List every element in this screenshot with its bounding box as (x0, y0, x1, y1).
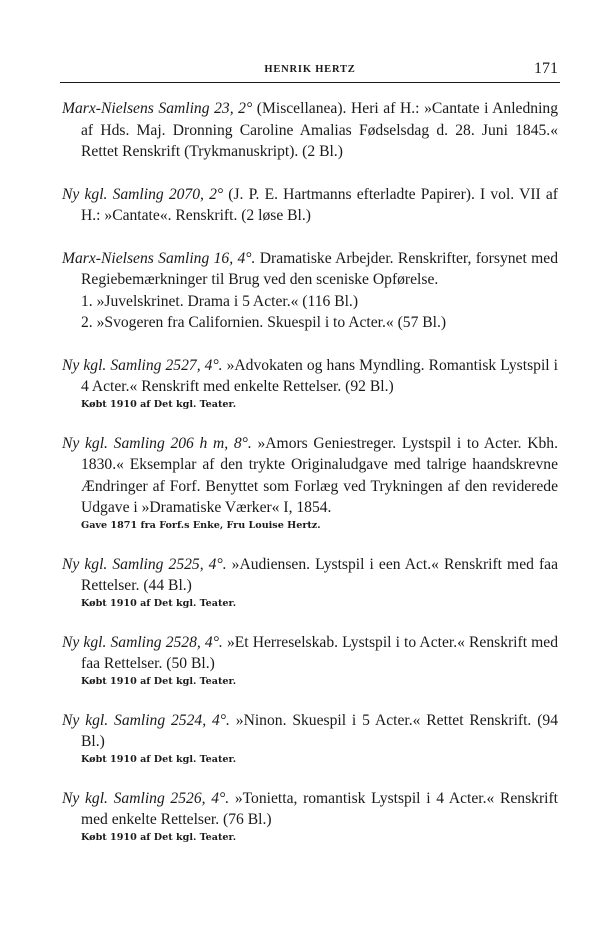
collection-reference: Marx-Nielsens Samling 16, 4°. (62, 249, 256, 267)
entry-description: »Amors Geniestreger. Lystspil i to Acter. Kbh. 1830.« Eksemplar af den trykte Originaludgave med talrige haandskrevne Ændringer af Forf. Benyttet som Forlæg ved Trykningen af den reviderede Udgave i »Dramatiske Værker« I, 1854. (81, 434, 558, 516)
collection-reference: Ny kgl. Samling 2526, 4°. (62, 789, 230, 807)
catalog-entry (62, 248, 558, 334)
provenance-note: Gave 1871 fra Forf.s Enke, Fru Louise Hertz. (81, 519, 321, 531)
collection-reference: Ny kgl. Samling 2070, 2° (62, 185, 224, 203)
collection-reference: Ny kgl. Samling 2524, 4°. (62, 711, 230, 729)
entry-description: Dramatiske Arbejder. Renskrifter, forsynet med Regiebemærkninger til Brug ved den sceniske Opførelse. (81, 249, 558, 288)
entry-text (62, 632, 558, 675)
page-number: 171 (534, 60, 558, 77)
catalog-entry (62, 433, 558, 533)
entry-description: »Ninon. Skuespil i 5 Acter.« Rettet Renskrift. (94 Bl.) (81, 711, 558, 750)
entry-text (62, 554, 558, 597)
entry-text (62, 355, 558, 398)
catalog-entry (62, 788, 558, 845)
catalog-entries (62, 98, 558, 866)
catalog-entry (62, 710, 558, 767)
collection-reference: Ny kgl. Samling 2525, 4°. (62, 555, 227, 573)
provenance-note: Købt 1910 af Det kgl. Teater. (81, 398, 237, 410)
header-rule (60, 82, 560, 83)
entry-text (62, 184, 558, 227)
entry-text (62, 98, 558, 163)
entry-description: »Audiensen. Lystspil i een Act.« Renskrift med faa Rettelser. (44 Bl.) (81, 555, 558, 594)
collection-reference: Ny kgl. Samling 2527, 4°. (62, 356, 223, 374)
page-header (60, 58, 560, 84)
catalog-entry (62, 632, 558, 689)
catalog-entry (62, 554, 558, 611)
entry-list-item: 1. »Juvelskrinet. Drama i 5 Acter.« (116 Bl.) (81, 292, 359, 310)
entry-description: »Advokaten og hans Myndling. Romantisk Lystspil i 4 Acter.« Renskrift med enkelte Rettelser. (92 Bl.) (81, 356, 558, 395)
collection-reference: Ny kgl. Samling 206 h m, 8°. (62, 434, 252, 452)
collection-reference: Ny kgl. Samling 2528, 4°. (62, 633, 223, 651)
collection-reference: Marx-Nielsens Samling 23, 2° (62, 100, 253, 117)
entry-text (62, 710, 558, 753)
entry-description: »Et Herreselskab. Lystspil i to Acter.« Renskrift med faa Rettelser. (50 Bl.) (81, 633, 558, 672)
provenance-note: Købt 1910 af Det kgl. Teater. (81, 753, 237, 765)
provenance-note: Købt 1910 af Det kgl. Teater. (81, 597, 237, 609)
catalog-entry (62, 355, 558, 412)
catalog-entry (62, 98, 558, 163)
entry-text (62, 433, 558, 519)
provenance-note: Købt 1910 af Det kgl. Teater. (81, 675, 237, 687)
entry-description: (J. P. E. Hartmanns efterladte Papirer). I vol. VII af H.: »Cantate«. Renskrift. (2 løse Bl.) (81, 185, 558, 224)
catalog-entry (62, 184, 558, 227)
entry-description: »Tonietta, romantisk Lystspil i 4 Acter.« Renskrift med enkelte Rettelser. (76 Bl.) (81, 789, 559, 828)
provenance-note: Købt 1910 af Det kgl. Teater. (81, 831, 237, 843)
running-title: HENRIK HERTZ (264, 64, 356, 75)
entry-text (62, 788, 558, 831)
entry-text (62, 248, 558, 291)
entry-list-item: 2. »Svogeren fra Californien. Skuespil i to Acter.« (57 Bl.) (81, 314, 447, 331)
entry-description: (Miscellanea). Heri af H.: »Cantate i Anledning af Hds. Maj. Dronning Caroline Amalias Fødselsdag d. 28. Juni 1845.« Rettet Renskrift (Trykmanuskript). (2 Bl.) (81, 100, 558, 160)
